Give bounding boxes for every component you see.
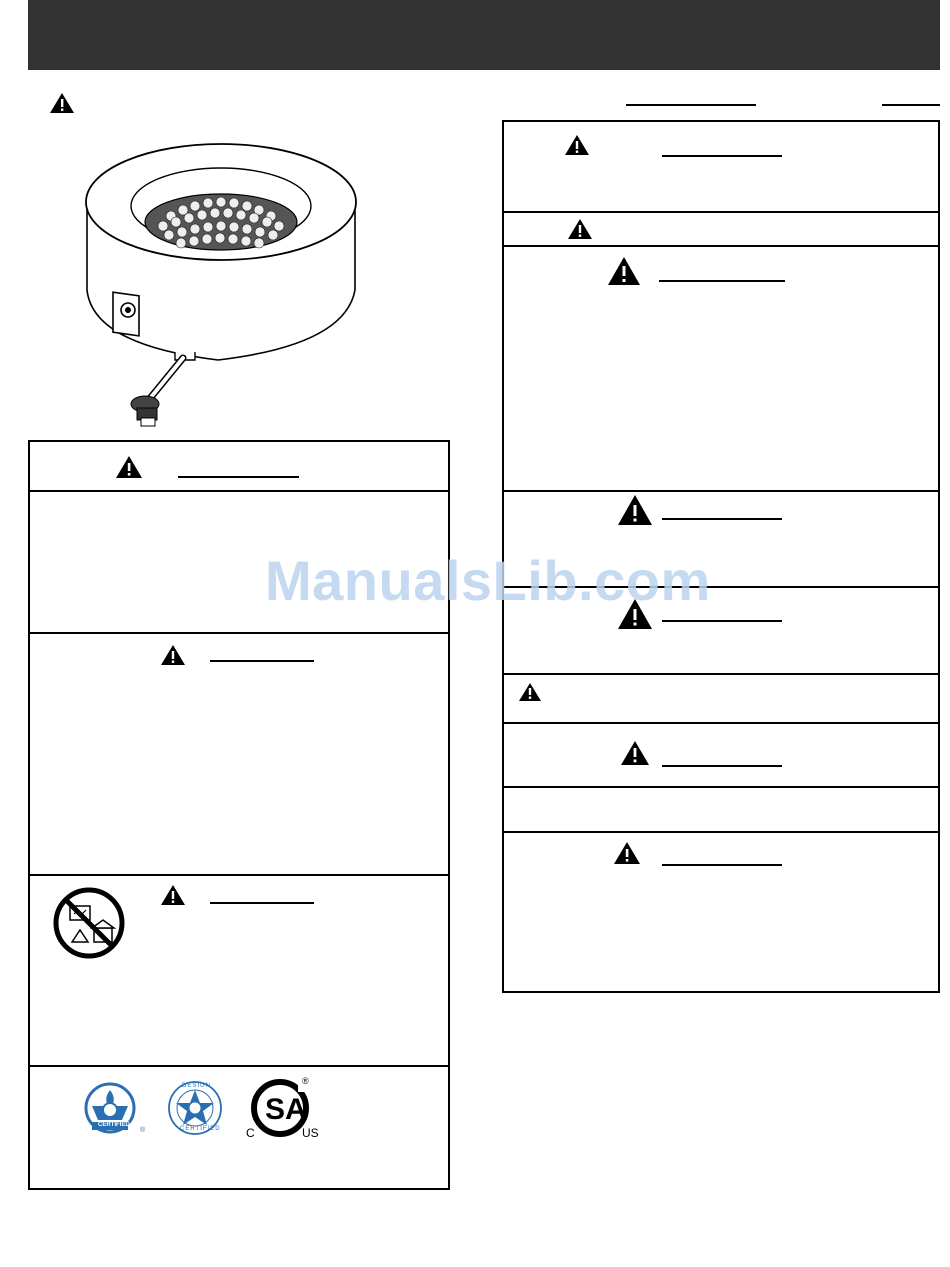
section-heading-underline xyxy=(662,765,782,767)
design-certified-logo xyxy=(166,1080,228,1136)
csa-blue-label: CERTIFIED xyxy=(98,1122,130,1128)
header-underline xyxy=(626,104,756,106)
header-bar xyxy=(28,0,940,70)
divider xyxy=(502,831,940,833)
svg-text:SA: SA xyxy=(265,1093,307,1126)
section-heading-underline xyxy=(662,155,782,157)
csa-c-label: C xyxy=(246,1126,255,1140)
section-heading-underline xyxy=(210,660,314,662)
csa-logo xyxy=(244,1078,330,1142)
header-underline xyxy=(882,104,940,106)
divider xyxy=(28,632,450,634)
section-heading-underline xyxy=(178,476,299,478)
design-label: DESIGN xyxy=(182,1083,212,1089)
divider xyxy=(502,673,940,675)
divider xyxy=(502,490,940,492)
fire-pit-illustration xyxy=(83,140,361,430)
divider xyxy=(28,490,450,492)
registered-mark: ® xyxy=(140,1127,146,1134)
no-indoor-use-icon xyxy=(52,886,126,960)
section-heading-underline xyxy=(662,864,782,866)
watermark: ManualsLib.com xyxy=(265,549,711,612)
section-heading-underline xyxy=(662,620,782,622)
divider xyxy=(28,874,450,876)
csa-blue-flame-logo xyxy=(78,1082,144,1136)
divider xyxy=(502,245,940,247)
csa-registered-mark: ® xyxy=(302,1076,309,1086)
section-heading-underline xyxy=(210,902,314,904)
certified-label: CERTIFIED xyxy=(180,1126,221,1132)
csa-us-label: US xyxy=(302,1126,319,1140)
divider xyxy=(28,1065,450,1067)
divider xyxy=(502,722,940,724)
section-heading-underline xyxy=(659,280,785,282)
section-heading-underline xyxy=(662,518,782,520)
divider xyxy=(502,211,940,213)
divider xyxy=(502,786,940,788)
